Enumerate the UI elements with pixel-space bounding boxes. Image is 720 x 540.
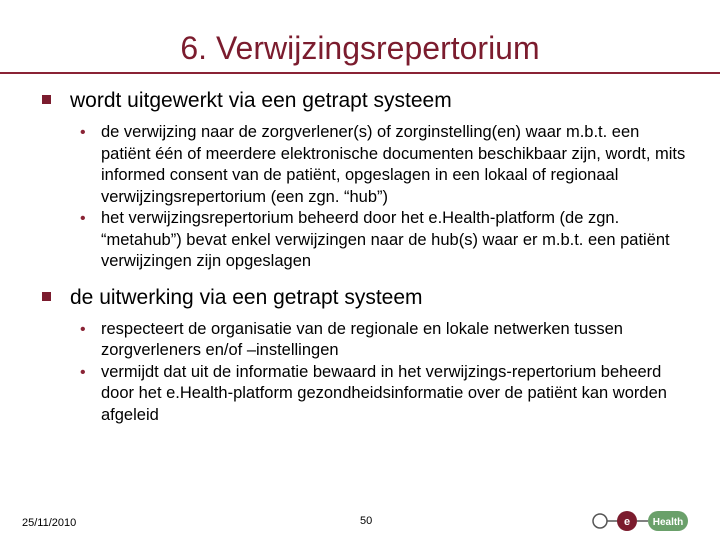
sub-list-2 xyxy=(42,319,692,427)
list-item-text: de verwijzing naar de zorgverlener(s) of zorginstelling(en) waar m.b.t. een patiënt één of meerdere elektronische documenten beschikbaar zijn, wordt, mits informed consent van de patiënt, opgeslagen in een lokaal of regionaal verwijzingsrepertorium (een zgn. “hub”) xyxy=(101,123,686,206)
sub-list-1 xyxy=(42,122,692,273)
bullet-icon: • xyxy=(80,363,86,381)
list-item xyxy=(42,208,692,273)
section-heading-1 xyxy=(42,88,692,114)
logo-letter: e xyxy=(623,516,631,528)
square-bullet-icon xyxy=(42,292,51,301)
slide-title: 6. Verwijzingsrepertorium xyxy=(180,30,540,66)
list-item-text: vermijdt dat uit de informatie bewaard in het verwijzings-repertorium beheerd door het e.Health-platform gezondheidsinformatie over de patiënt kan worden afgeleid xyxy=(101,362,667,424)
page-number: 50 xyxy=(360,515,373,527)
list-item xyxy=(42,122,692,208)
slide-body xyxy=(42,88,692,438)
bullet-icon: • xyxy=(80,320,86,338)
title-divider xyxy=(0,72,720,74)
logo-ring-icon xyxy=(593,514,607,528)
footer-date: 25/11/2010 xyxy=(22,517,77,529)
bullet-icon: • xyxy=(80,124,86,141)
square-bullet-icon xyxy=(42,95,51,104)
list-item-text: respecteert de organisatie van de regionale en lokale netwerken tussen zorgverleners en/of –instellingen xyxy=(101,319,623,359)
list-item xyxy=(42,362,692,427)
ehealth-logo xyxy=(590,506,690,536)
section-heading-2 xyxy=(42,285,692,311)
logo-word: Health xyxy=(652,517,684,528)
section-heading-text: de uitwerking via een getrapt systeem xyxy=(70,285,423,309)
list-item-text: het verwijzingsrepertorium beheerd door het e.Health-platform (de zgn. “metahub”) bevat enkel verwijzingen naar de hub(s) waar er m.b.t. een patiënt verwijzingen zijn opgeslagen xyxy=(101,209,670,270)
list-item xyxy=(42,319,692,362)
section-heading-text: wordt uitgewerkt via een getrapt systeem xyxy=(70,89,452,112)
bullet-icon: • xyxy=(80,210,86,227)
